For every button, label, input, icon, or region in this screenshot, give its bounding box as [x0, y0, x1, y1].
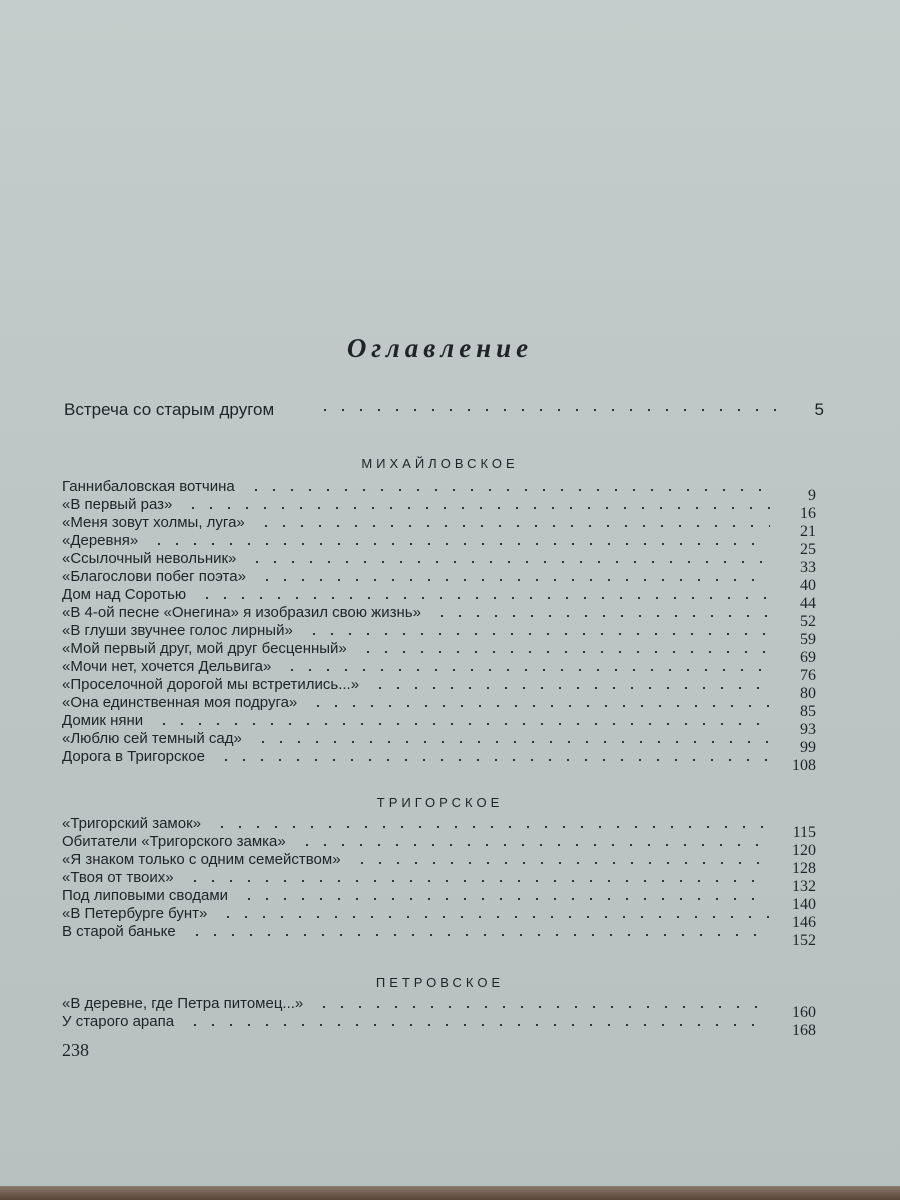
toc-entry-title: «Деревня»	[62, 532, 139, 549]
toc-entry	[62, 748, 816, 774]
toc-entry-title: «В деревне, где Петра питомец...»	[62, 995, 304, 1012]
toc-entry-page: 80	[800, 685, 816, 702]
toc-entry	[62, 568, 816, 594]
toc-entry-title: У старого арапа	[62, 1013, 175, 1030]
leader-dots	[198, 597, 770, 599]
leader-dots	[359, 651, 770, 653]
toc-entry-page: 33	[800, 559, 816, 576]
toc-entry-page: 21	[800, 523, 816, 540]
leader-dots	[316, 409, 784, 411]
toc-entry	[62, 676, 816, 702]
toc-section-list	[62, 815, 816, 949]
toc-entry	[62, 694, 816, 720]
toc-section-list	[62, 995, 816, 1039]
toc-entry	[62, 514, 816, 540]
toc-entry-title: «В 4-ой песне «Онегина» я изобразил свою жизнь»	[62, 604, 421, 621]
toc-entry-title: Домик няни	[62, 712, 144, 729]
toc-entry	[62, 496, 816, 522]
toc-entry	[62, 869, 816, 895]
leader-dots	[305, 633, 770, 635]
toc-entry-page: 99	[800, 739, 816, 756]
toc-entry-title: В старой баньке	[62, 923, 176, 940]
toc-entry	[62, 604, 816, 630]
toc-entry	[64, 398, 824, 422]
leader-dots	[213, 826, 770, 828]
toc-entry-page: 140	[792, 896, 816, 913]
toc-entry	[62, 712, 816, 738]
toc-entry-page: 52	[800, 613, 816, 630]
leader-dots	[186, 880, 770, 882]
leader-dots	[247, 489, 770, 491]
toc-entry-title: «Мой первый друг, мой друг бесценный»	[62, 640, 347, 657]
toc-entry-title: «Люблю сей темный сад»	[62, 730, 242, 747]
toc-entry-title: Дом над Соротью	[62, 586, 187, 603]
toc-entry	[62, 995, 816, 1021]
toc-entry	[62, 640, 816, 666]
toc-entry-page: 120	[792, 842, 816, 859]
toc-entry-title: «Ссылочный невольник»	[62, 550, 237, 567]
leader-dots	[188, 934, 770, 936]
toc-entry-page: 40	[800, 577, 816, 594]
leader-dots	[315, 1006, 770, 1008]
toc-entry	[62, 815, 816, 841]
toc-entry-page: 108	[792, 757, 816, 774]
toc-entry-title: «В глуши звучнее голос лирный»	[62, 622, 293, 639]
page-number: 238	[62, 1040, 89, 1060]
toc-entry-page: 9	[808, 487, 816, 504]
toc-entry-page: 93	[800, 721, 816, 738]
leader-dots	[371, 687, 770, 689]
leader-dots	[433, 615, 770, 617]
toc-entry-title: «В Петербурге бунт»	[62, 905, 208, 922]
toc-entry-title: «Мочи нет, хочется Дельвига»	[62, 658, 272, 675]
toc-entry-page: 5	[814, 400, 824, 419]
toc-entry	[62, 923, 816, 949]
leader-dots	[150, 543, 770, 545]
leader-dots	[184, 507, 770, 509]
toc-entry	[62, 730, 816, 756]
toc-entry-page: 152	[792, 932, 816, 949]
toc-entry	[62, 478, 816, 504]
toc-entry-title: Встреча со старым другом	[64, 400, 275, 419]
toc-entry-page: 146	[792, 914, 816, 931]
toc-entry-title: «Благослови побег поэта»	[62, 568, 246, 585]
toc-entry-page: 160	[792, 1004, 816, 1021]
toc-entry-page: 85	[800, 703, 816, 720]
toc-entry-title: «Меня зовут холмы, луга»	[62, 514, 245, 531]
toc-entry-title: «Я знаком только с одним семейством»	[62, 851, 341, 868]
toc-entry-title: Обитатели «Тригорского замка»	[62, 833, 286, 850]
leader-dots	[283, 669, 770, 671]
toc-entry	[62, 851, 816, 877]
leader-dots	[219, 916, 770, 918]
leader-dots	[186, 1024, 770, 1026]
toc-entry	[62, 905, 816, 931]
section-heading: МИХАЙЛОВСКОЕ	[361, 456, 519, 471]
toc-entry-page: 115	[792, 824, 816, 841]
toc-entry-page: 16	[800, 505, 816, 522]
section-heading: ТРИГОРСКОЕ	[376, 795, 504, 810]
leader-dots	[298, 844, 770, 846]
toc-intro	[64, 398, 824, 422]
toc-entry	[62, 622, 816, 648]
toc-entry	[62, 1013, 816, 1039]
leader-dots	[254, 741, 770, 743]
leader-dots	[309, 705, 770, 707]
toc-entry	[62, 887, 816, 913]
toc-entry-title: «Она единственная моя подруга»	[62, 694, 298, 711]
toc-entry-page: 44	[800, 595, 816, 612]
toc-entry-page: 168	[792, 1022, 816, 1039]
toc-entry-page: 25	[800, 541, 816, 558]
toc-entry	[62, 550, 816, 576]
toc-entry-title: Ганнибаловская вотчина	[62, 478, 235, 495]
toc-entry-page: 132	[792, 878, 816, 895]
leader-dots	[240, 898, 770, 900]
leader-dots	[258, 579, 770, 581]
toc-entry-page: 69	[800, 649, 816, 666]
page-title: Оглавление	[346, 333, 534, 363]
section-heading: ПЕТРОВСКОЕ	[375, 975, 505, 990]
page-edge	[0, 1186, 900, 1200]
toc-entry-page: 59	[800, 631, 816, 648]
toc-entry-page: 128	[792, 860, 816, 877]
toc-entry-title: Дорога в Тригорское	[62, 748, 205, 765]
toc-entry	[62, 658, 816, 684]
toc-entry-title: Под липовыми сводами	[62, 887, 229, 904]
leader-dots	[257, 525, 770, 527]
toc-entry	[62, 532, 816, 558]
leader-dots	[155, 723, 770, 725]
leader-dots	[248, 561, 770, 563]
toc-entry	[62, 586, 816, 612]
leader-dots	[217, 759, 770, 761]
toc-section-list	[62, 478, 816, 774]
leader-dots	[353, 862, 770, 864]
toc-entry-page: 76	[800, 667, 816, 684]
toc-entry-title: «Твоя от твоих»	[62, 869, 174, 886]
toc-entry-title: «Тригорский замок»	[62, 815, 201, 832]
toc-entry-title: «Проселочной дорогой мы встретились...»	[62, 676, 360, 693]
toc-entry	[62, 833, 816, 859]
toc-entry-title: «В первый раз»	[62, 496, 173, 513]
